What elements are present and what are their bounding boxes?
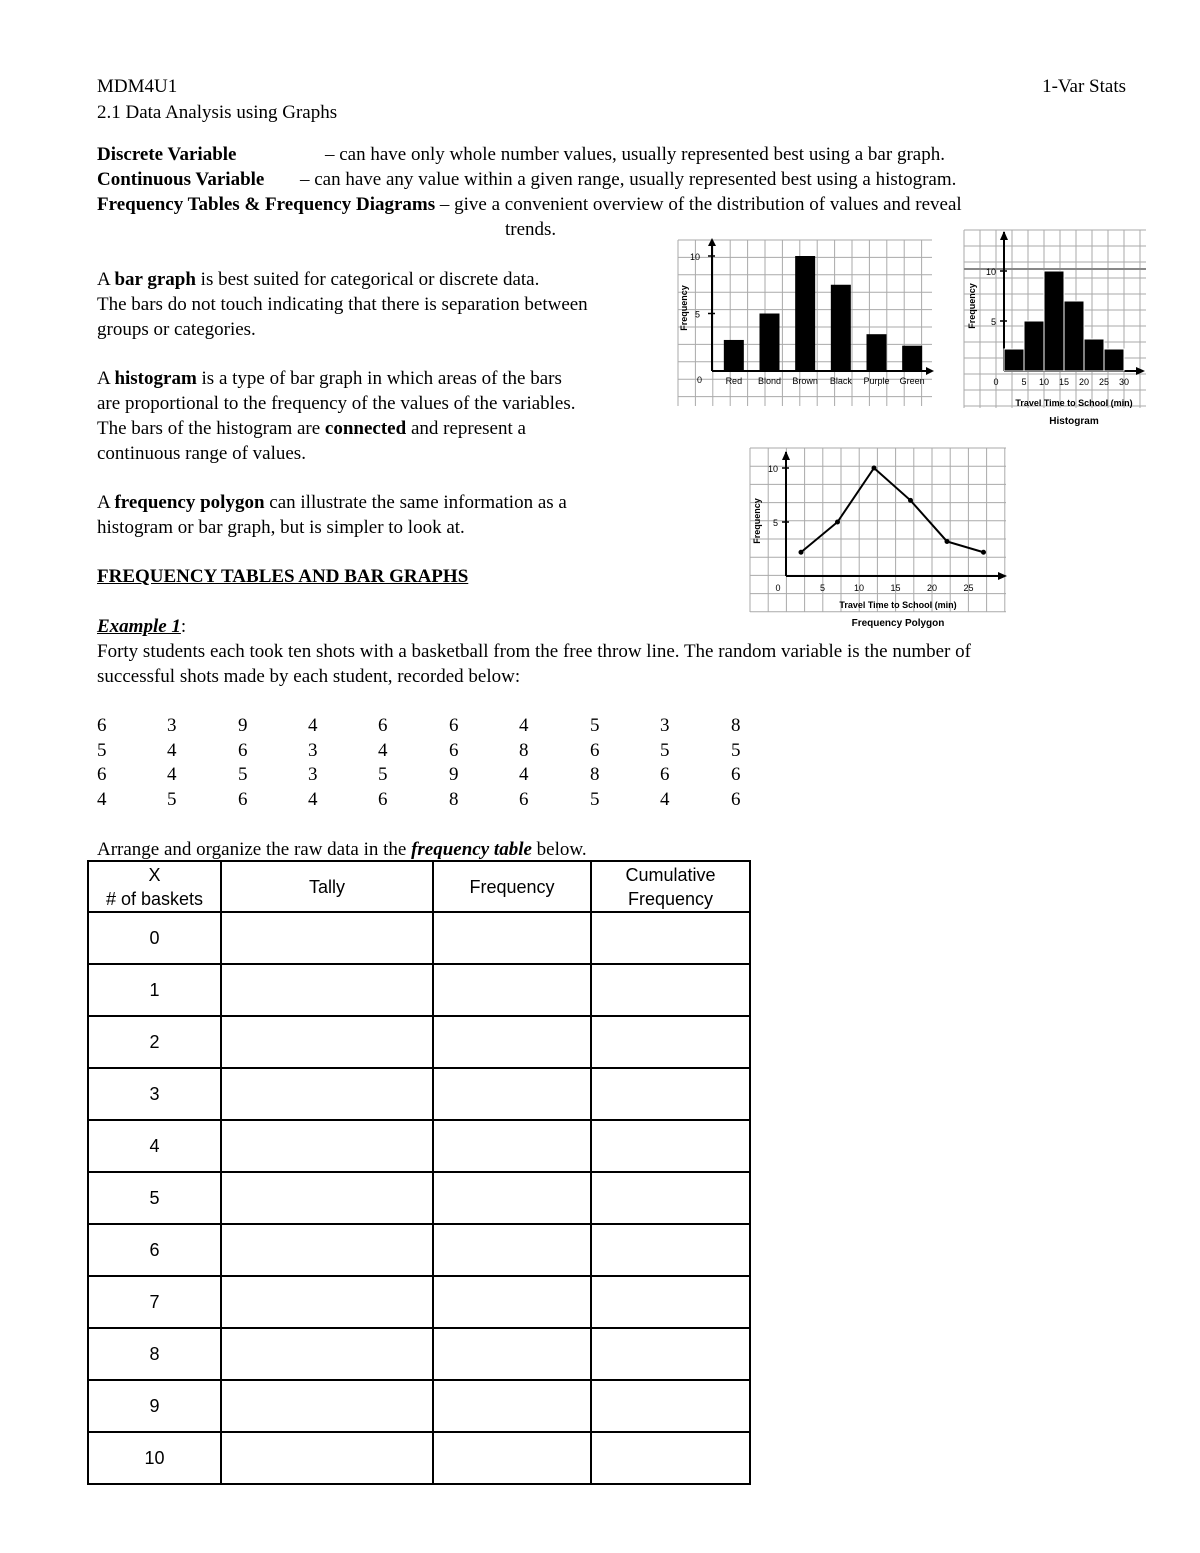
histogram-bar <box>1064 301 1084 371</box>
definition-discrete <box>97 142 945 167</box>
frequency-cell[interactable] <box>433 1276 591 1328</box>
frequency-cell[interactable] <box>433 1380 591 1432</box>
tally-cell[interactable] <box>221 1328 433 1380</box>
histogram-bar <box>1084 339 1104 371</box>
frequency-polygon-chart <box>748 446 1010 632</box>
frequency-cell[interactable] <box>433 1432 591 1484</box>
table-row <box>88 1016 750 1068</box>
cumulative-cell[interactable] <box>591 1328 750 1380</box>
x-tick-label: Brown <box>792 376 818 386</box>
frequency-cell[interactable] <box>433 1328 591 1380</box>
page-title: 2.1 Data Analysis using Graphs <box>97 102 338 123</box>
definition-continuous <box>97 167 957 192</box>
polygon-paragraph: A frequency polygon can illustrate the same information as a histogram or bar graph, but is simpler to look at. <box>97 492 567 538</box>
cumulative-cell[interactable] <box>591 1172 750 1224</box>
y-axis-arrow <box>708 238 716 246</box>
frequency-cell[interactable] <box>433 1120 591 1172</box>
cumulative-cell[interactable] <box>591 1432 750 1484</box>
data-point <box>872 466 877 471</box>
table-row <box>88 1172 750 1224</box>
frequency-cell[interactable] <box>433 964 591 1016</box>
series-line <box>801 468 984 552</box>
table-row <box>88 1380 750 1432</box>
table-row <box>88 1276 750 1328</box>
y-axis-arrow <box>1000 231 1008 240</box>
chart-title: Frequency Polygon <box>851 618 945 629</box>
example-text-line1: Forty students each took ten shots with a basketball from the free throw line. The random variable is the number of <box>97 641 971 662</box>
tally-cell[interactable] <box>221 1380 433 1432</box>
definition-term: Discrete Variable <box>97 144 237 165</box>
table-row <box>88 1120 750 1172</box>
frequency-table <box>87 860 751 1485</box>
header-frequency: Frequency <box>433 861 591 912</box>
x-tick-label: 30 <box>1118 377 1130 387</box>
raw-data-row: 6 3 9 4 6 6 4 5 3 8 <box>97 715 741 736</box>
tally-cell[interactable] <box>221 1224 433 1276</box>
data-point <box>945 539 950 544</box>
x-tick-label: 0 <box>775 583 781 593</box>
x-value: 8 <box>88 1328 221 1380</box>
data-point <box>981 550 986 555</box>
bar-graph-term: bar graph <box>114 269 196 290</box>
x-tick-label: Black <box>829 376 852 386</box>
table-row <box>88 1328 750 1380</box>
course-code: MDM4U1 <box>97 76 178 97</box>
histogram-bar <box>1104 349 1124 371</box>
x-tick-label: Blond <box>757 376 782 386</box>
tally-cell[interactable] <box>221 1016 433 1068</box>
table-row <box>88 912 750 964</box>
x-tick-label: 5 <box>819 583 826 593</box>
example-text-line2: successful shots made by each student, recorded below: <box>97 666 521 687</box>
y-axis-label: Frequency <box>967 283 977 329</box>
tally-cell[interactable] <box>221 1432 433 1484</box>
x-tick-label: Red <box>725 376 743 386</box>
raw-data-row: 4 5 6 4 6 8 6 5 4 6 <box>97 789 741 810</box>
x-value: 4 <box>88 1120 221 1172</box>
y-tick-label: 5 <box>772 518 778 528</box>
cumulative-cell[interactable] <box>591 1380 750 1432</box>
data-point <box>835 520 840 525</box>
x-value: 6 <box>88 1224 221 1276</box>
y-tick-label: 10 <box>767 464 778 474</box>
cumulative-cell[interactable] <box>591 1016 750 1068</box>
cumulative-cell[interactable] <box>591 1276 750 1328</box>
x-tick-label: 20 <box>926 583 938 593</box>
cumulative-cell[interactable] <box>591 964 750 1016</box>
x-tick-label: 10 <box>1038 377 1050 387</box>
table-instruction: Arrange and organize the raw data in the frequency table below. <box>97 839 587 860</box>
raw-data-row: 5 4 6 3 4 6 8 6 5 5 <box>97 740 741 761</box>
x-tick-label: 15 <box>890 583 901 593</box>
x-tick-label: 25 <box>1098 377 1110 387</box>
data-point <box>908 498 913 503</box>
section-heading: FREQUENCY TABLES AND BAR GRAPHS <box>97 566 469 587</box>
x-tick-label: 0 <box>993 377 999 387</box>
unit-title: 1-Var Stats <box>1042 76 1126 97</box>
table-header-row <box>88 861 750 912</box>
y-tick-label: 0 <box>696 375 702 385</box>
data-point <box>799 550 804 555</box>
definition-term: Continuous Variable <box>97 169 265 190</box>
tally-cell[interactable] <box>221 1120 433 1172</box>
bar-red <box>724 340 744 371</box>
bar-brown <box>795 256 815 371</box>
definition-frequency-tables <box>97 192 962 217</box>
frequency-cell[interactable] <box>433 1224 591 1276</box>
tally-cell[interactable] <box>221 1068 433 1120</box>
y-axis-arrow <box>782 451 790 460</box>
x-value: 10 <box>88 1432 221 1484</box>
x-value: 0 <box>88 912 221 964</box>
x-value: 5 <box>88 1172 221 1224</box>
bar-graph-chart <box>676 236 938 412</box>
cumulative-cell[interactable] <box>591 912 750 964</box>
frequency-cell[interactable] <box>433 912 591 964</box>
x-value: 9 <box>88 1380 221 1432</box>
table-row <box>88 964 750 1016</box>
tally-cell[interactable] <box>221 964 433 1016</box>
definition-term: Frequency Tables & Frequency Diagrams <box>97 194 436 215</box>
bar-purple <box>867 334 887 371</box>
y-tick-label: 5 <box>990 317 996 327</box>
tally-cell[interactable] <box>221 1276 433 1328</box>
definition-text: – give a convenient overview of the distribution of values and reveal <box>439 194 962 215</box>
header-x: X # of baskets <box>88 861 221 912</box>
definition-text: – can have any value within a given range, usually represented best using a histogram. <box>300 169 957 190</box>
bar-blond <box>760 314 780 372</box>
bar-graph-paragraph: A bar graph is best suited for categorical or discrete data. The bars do not touch indicating that there is separation between groups or categories. <box>97 269 588 340</box>
connected-term: connected <box>324 418 407 439</box>
example-label: Example 1: <box>97 616 187 637</box>
table-row <box>88 1068 750 1120</box>
histogram-bar <box>1024 321 1044 371</box>
x-axis-arrow <box>926 367 934 375</box>
cumulative-cell[interactable] <box>591 1224 750 1276</box>
definition-text: – can have only whole number values, usually represented best using a bar graph. <box>325 144 945 165</box>
histogram-bar <box>1004 349 1024 371</box>
y-tick-label: 10 <box>689 252 700 262</box>
x-tick-label: 20 <box>1078 377 1090 387</box>
tally-cell[interactable] <box>221 1172 433 1224</box>
histogram-paragraph: A histogram is a type of bar graph in which areas of the bars are proportional to the frequency of the values of the variables. The bars of the histogram are connected and represent a continuous range of values. <box>97 368 576 464</box>
x-tick-label: 10 <box>853 583 865 593</box>
x-tick-label: Green <box>899 376 925 386</box>
cumulative-cell[interactable] <box>591 1120 750 1172</box>
table-row <box>88 1224 750 1276</box>
polygon-term: frequency polygon <box>114 492 265 513</box>
y-tick-label: 5 <box>694 309 700 320</box>
frequency-cell[interactable] <box>433 1068 591 1120</box>
raw-data-row: 6 4 5 3 5 9 4 8 6 6 <box>97 764 741 785</box>
frequency-cell[interactable] <box>433 1172 591 1224</box>
x-tick-label: 25 <box>963 583 974 593</box>
x-tick-label: 5 <box>1021 377 1027 387</box>
x-value: 1 <box>88 964 221 1016</box>
histogram-bar <box>1044 271 1064 371</box>
x-value: 2 <box>88 1016 221 1068</box>
y-axis-label: Frequency <box>752 498 762 544</box>
y-tick-label: 10 <box>985 267 996 277</box>
x-tick-label: 15 <box>1058 377 1070 387</box>
x-axis-label: Travel Time to School (min) <box>1015 398 1133 408</box>
histogram-chart <box>962 228 1148 430</box>
histogram-term: histogram <box>114 368 197 389</box>
bar-black <box>831 285 851 371</box>
y-axis-label: Frequency <box>679 285 689 331</box>
header-tally: Tally <box>221 861 433 912</box>
cumulative-cell[interactable] <box>591 1068 750 1120</box>
x-axis-arrow <box>998 572 1007 580</box>
x-tick-label: Purple <box>863 376 890 386</box>
frequency-cell[interactable] <box>433 1016 591 1068</box>
table-row <box>88 1432 750 1484</box>
chart-title: Histogram <box>1049 416 1099 427</box>
x-value: 3 <box>88 1068 221 1120</box>
x-axis-label: Travel Time to School (min) <box>839 600 957 610</box>
x-value: 7 <box>88 1276 221 1328</box>
bar-green <box>902 346 922 371</box>
definition-text-continued: trends. <box>505 219 557 240</box>
tally-cell[interactable] <box>221 912 433 964</box>
header-cumulative: Cumulative Frequency <box>591 861 750 912</box>
